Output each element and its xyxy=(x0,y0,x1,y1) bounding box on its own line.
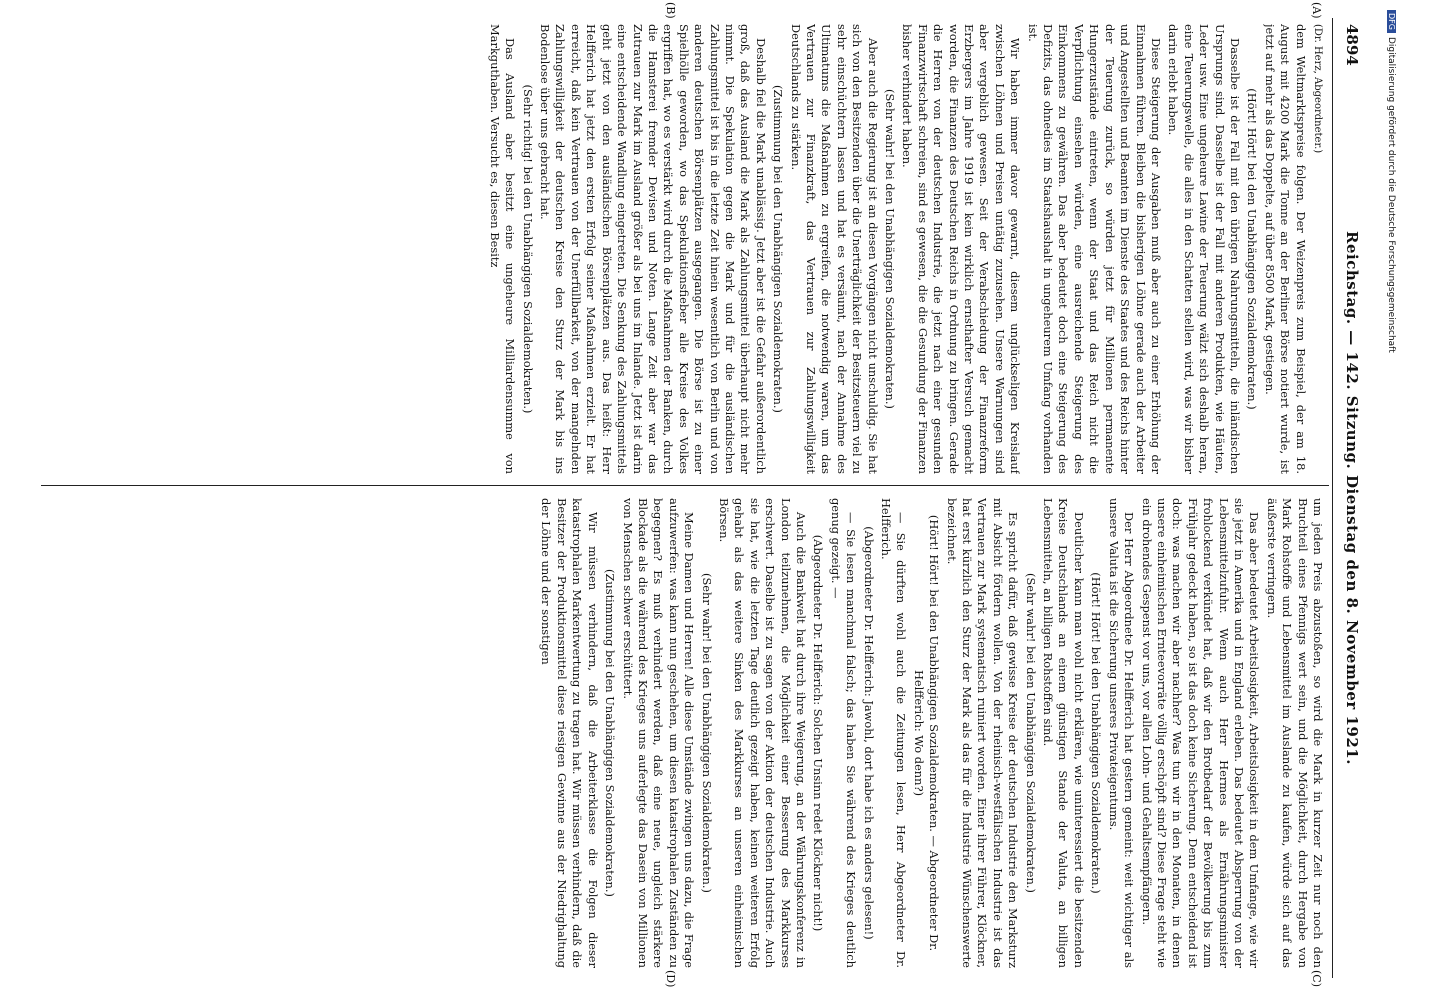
rotated-page-content xyxy=(37,2,1377,988)
paragraph: Auch die Bankwelt hat durch ihre Weigerung, an der Währungskonferenz in London teilzunehmen, die Möglichkeit einer Besserung des Markkurses erschwert. Daselbe ist zu sagen von der Aktion der deutschen Industrie. Auch sie hat, wie die letzten Tage deutlich gezeigt haben, keinen weiteren Erfolg gehabt als das weitere Sinken des Markkurses an unseren einheimischen Börsen. xyxy=(716,498,808,968)
interjection: (Hört! Hört! bei den Unabhängigen Sozialdemokraten.) xyxy=(1245,88,1260,410)
paragraph: Dasselbe ist der Fall mit den übrigen Nahrungsmitteln, die inländischen Ursprungs sind. Dasselbe ist der Fall mit anderen Produkten, wie Häuten, Leder usw. Eine ungeheure Lawine der Teuerung wälzt sich deshalb heran, eine Teuerungswelle, die alles in den Schatten stellen wird, was wir bisher darin erlebt haben. xyxy=(1166,24,1242,474)
column-divider xyxy=(41,485,1329,486)
page-title: Reichstag. — 142. Sitzung. Dienstag den 8. November 1921. xyxy=(1343,231,1361,765)
margin-marker-c: (C) xyxy=(1310,970,1323,987)
interjection: (Abgeordneter Dr. Helfferich: Solchen Unsinn redet Klöckner nicht!) xyxy=(811,534,826,932)
paragraph: Das aber bedeutet Arbeitslosigkeit, Arbeitslosigkeit in dem Umfange, wie wir sie jetzt in Amerika und in England erleben. Das bedeutet Absperrung von der Lebensmittelzufuhr. Wenn auch Herr Hermes als Ernährungsminister frohlockend verkündet hat, daß wir den Brotbedarf der Bevölkerung bis zum Frühjahr gedeckt haben, so ist das doch keine Sicherung. Denn entscheidend ist doch: was machen wir aber nachher? Was tun wir in den Monaten, in denen unsere einheimischen Ernteevorräte völlig erschöpft sind? Diese Frage steht wie ein drohendes Gespenst vor uns, vor allen Lohn- und Gehaltsempfängern. xyxy=(1139,498,1262,968)
header-rule xyxy=(1332,18,1333,978)
interjection: (Abgeordneter Dr. Helfferich: Jawohl, dort habe ich es anders gelesen!) xyxy=(861,526,876,940)
margin-marker-b: (B) xyxy=(664,2,677,19)
interjection: (Sehr wahr! bei den Unabhängigen Sozialdemokraten.) xyxy=(699,573,714,893)
interjection: (Zustimmung bei den Unabhängigen Sozialdemokraten.) xyxy=(603,569,618,897)
paragraph: dem Weltmarktspreise folgen. Der Weizenpreis zum Beispiel, der am 18. August mit 4200 Mark die Tonne an der Berliner Börse notiert wurde, ist jetzt auf mehr als das Doppelte, auf über 8500 Mark, gestiegen. xyxy=(1262,24,1308,474)
paragraph: Wir müssen verhindern, daß die Arbeiterklasse die Folgen dieser katastrophalen Markentwertung zu tragen hat. Wir müssen verhindern, daß die Besitzer der Produktionsmittel diese riesigen Gewinne aus der Niedrighaltung der Löhne und der sonstigen xyxy=(539,498,600,968)
margin-marker-d: (D) xyxy=(664,970,677,988)
interjection: (Sehr wahr! bei den Unabhängigen Sozialdemokraten.) xyxy=(1023,573,1038,893)
funding-text: Digitalisierung gefördert durch die Deutsche Forschungsgemeinschaft xyxy=(1386,36,1396,353)
paragraph: Aber auch die Regierung ist an diesen Vorgängen nicht unschuldig. Sie hat sich von den Besitzenden über die Unerträglichkeit der Besitzsteuern viel zu sehr einschüchtern lassen und hat es versäumt, nach der Annahme des Ultimatums die Maßnahmen zu ergreifen, die notwendig waren, um das Vertrauen zur Finanzkraft, das Vertrauen zur Zahlungswilligkeit Deutschlands zu stärken. xyxy=(788,24,880,474)
dfg-logo: DFG xyxy=(1387,10,1396,33)
interjection: (Sehr wahr! bei den Unabhängigen Sozialdemokraten.) xyxy=(883,89,898,409)
page-number: 4894 xyxy=(1343,24,1361,66)
left-column xyxy=(45,24,1325,474)
paragraph: Es spricht dafür, daß gewisse Kreise der deutschen Industrie den Marksturz mit Absicht fördern wollen. Von der rheinisch-westfälischen Industrie ist das Vertrauen zur Mark systematisch ruiniert worden. Einer ihrer Führer, Klöckner, hat erst kürzlich den Sturz der Mark als das für die Industrie Wünschenswerte bezeichnet. xyxy=(944,498,1021,968)
paragraph: — Sie dürften wohl auch die Zeitungen lesen, Herr Abgeordneter Dr. Helfferich. xyxy=(879,498,909,968)
funding-note xyxy=(1382,10,1396,990)
paragraph: — Sie lesen manchmal falsch; das haben Sie während des Krieges deutlich genug gezeigt. — xyxy=(828,498,859,968)
paragraph: um jeden Preis abzustoßen, so wird die Mark in kurzer Zeit nur noch den Bruchteil eines Pfennigs wert sein, und die Möglichkeit, durch Hergabe von Mark Rohstoffe und Lebensmittel im Auslande zu kaufen, würde sich auf das äußerste verringern. xyxy=(1264,498,1325,968)
paragraph: Meine Damen und Herren! Alle diese Umstände zwingen uns dazu, die Frage aufzuwerfen: was kann nun geschehen, um diesen katastrophalen Zuständen zu begegnen? Es muß verhindert werden, daß eine neue, ungleich stärkere Blockade als die während des Krieges uns auferlegte das Dasein von Millionen von Menschen schwer erschüttert. xyxy=(620,498,697,968)
page-header xyxy=(1333,18,1377,978)
paragraph: Diese Steigerung der Ausgaben muß aber auch zu einer Erhöhung der Einnahmen führen. Bleiben die bisherigen Löhne gerade auch der Arbeiter und Angestellten und Beamten im Dienste des Staates und des Reichs hinter der Teuerung zurück, so würden jetzt für Millionen permanente Hungerzustände eintreten, wenn der Staat und das Reich nicht die Verpflichtung einsehen würden, eine ausreichende Steigerung des Einkommens zu gewähren. Das aber bedeutet doch eine Steigerung des Defizits, das ohnedies im Staatshaushalt in ungeheurem Umfang vorhanden ist. xyxy=(1025,24,1163,474)
interjection: (Zustimmung bei den Unabhängigen Sozialdemokraten.) xyxy=(771,85,786,413)
paragraph: Der Herr Abgeordnete Dr. Helfferich hat gestern gemeint: weit wichtiger als unsere Valuta ist die Sicherung unseres Privateigentums. xyxy=(1106,498,1137,968)
paragraph: Wir haben immer davor gewarnt, diesem unglückseligen Kreislauf zwischen Löhnen und Preisen untätig zuzusehen. Unsere Warnungen sind aber vergeblich gewesen. Seit der Verabschiedung der Finanzreform Erzbergers im Jahre 1919 ist kein wirklich ernsthafter Versuch gemacht worden, die Finanzen des Deutschen Reichs in Ordnung zu bringen. Gerade die Herren von der deutschen Industrie, die jetzt nach einer gesunden Finanzwirtschaft schreien, sind es gewesen, die die Gesundung der Finanzen bisher verhindert haben. xyxy=(900,24,1023,474)
margin-marker-a: (A) xyxy=(1310,2,1323,19)
interjection: (Sehr richtig! bei den Unabhängigen Sozialdemokraten.) xyxy=(520,84,535,414)
speaker-label: (Dr. Herz, Abgeordneter.) xyxy=(1312,24,1323,154)
right-column xyxy=(45,498,1325,968)
interjection: (Hört! Hört! bei den Unabhängigen Sozialdemokraten.) xyxy=(1089,572,1104,894)
paragraph: Das Ausland aber besitzt eine ungeheure Milliardensumme von Markguthaben. Versucht es, diesen Besitz xyxy=(487,24,518,474)
paragraph: Deutlicher kann man wohl nicht erklären, wie uninteressiert die besitzenden Kreise Deutschlands an einem günstigen Stande der Valuta, an billigen Lebensmitteln, an billigen Rohstoffen sind. xyxy=(1041,498,1086,968)
paragraph: Deshalb fiel die Mark unablässig. Jetzt aber ist die Gefahr außerordentlich groß, daß das Ausland die Mark als Zahlungsmittel überhaupt nicht mehr nimmt. Die Spekulation gegen die Mark und für die ausländischen Zahlungsmittel ist bis in die letzte Zeit hinein wesentlich von Berlin und von anderen deutschen Börsenplätzen ausgegangen. Die Börse ist zu einer Spielhölle geworden, wo das Spekulationsfieber alle Kreise des Volkes ergriffen hat, wo es verstärkt wird durch die Maßnahmen der Banken, durch die Hamsterei fremder Devisen und Noten. Lange Zeit aber war das Zutrauen zur Mark im Ausland größer als bei uns im Inlande. Jetzt ist darin eine entscheidende Wandlung eingetreten. Die Senkung des Zahlungsmittels geht jetzt von den ausländischen Börsenplätzen aus. Das heißt: Herr Helfferich hat jetzt den ersten Erfolg seiner Maßnahmen erzielt. Er hat erreicht, daß kein Vertrauen von der Unerfüllbarkeit, von der mangelnden Zahlungswilligkeit der deutschen Kreise den Sturz der Mark bis ins Bodenlose über uns gebracht hat. xyxy=(538,24,768,474)
interjection: (Hört! Hört! bei den Unabhängigen Sozialdemokraten. — Abgeordneter Dr. Helfferich: Wo denn?) xyxy=(911,514,942,952)
